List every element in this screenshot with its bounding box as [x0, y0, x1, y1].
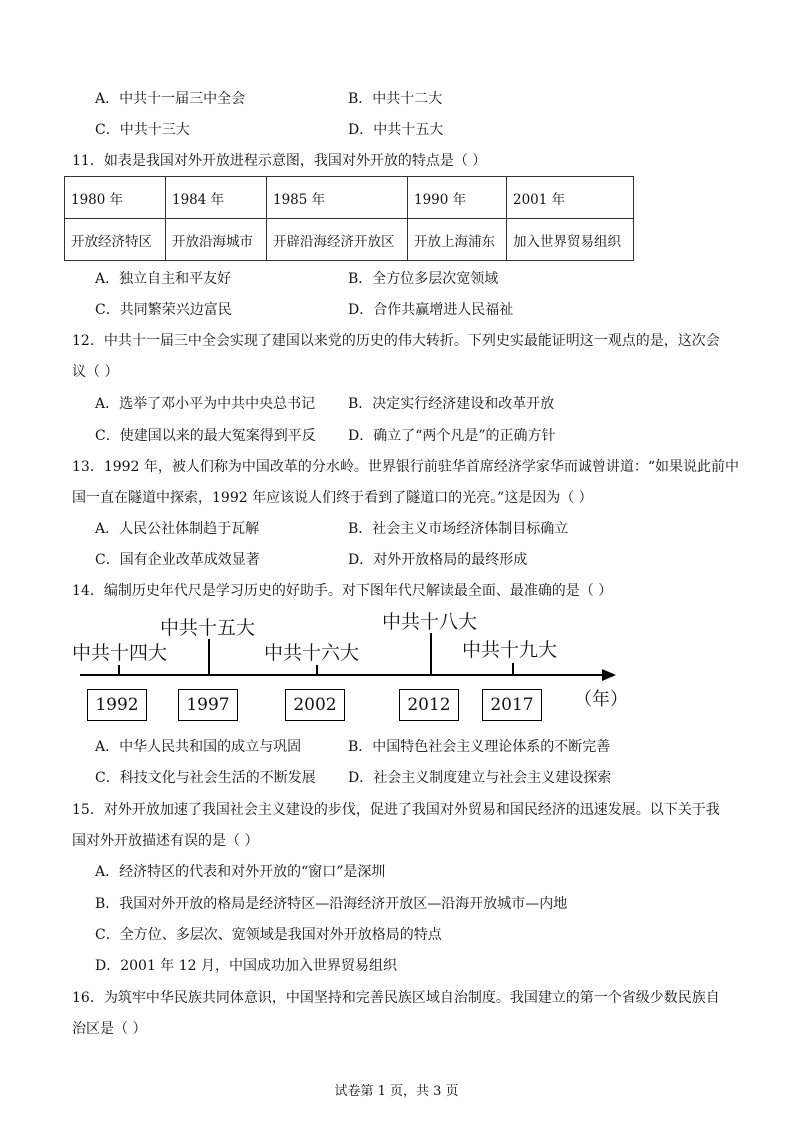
- timeline-label-18th: 中共十八大: [382, 611, 478, 633]
- q11-option-b: B．全方位多层次宽领域: [348, 271, 499, 287]
- q13-option-a: A．人民公社体制趋于瓦解: [95, 521, 260, 537]
- table-cell: 1985 年: [267, 177, 408, 219]
- q10-option-a: A．中共十一届三中全会: [95, 91, 246, 107]
- q14-option-c: C．科技文化与社会生活的不断发展: [95, 770, 316, 786]
- timeline-label-19th: 中共十九大: [462, 639, 558, 661]
- era-timeline: [64, 605, 628, 730]
- q12-stem-line1: 12．中共十一届三中全会实现了建国以来党的历史的伟大转折。下列史实最能证明这一观点的是，这次会: [72, 333, 720, 349]
- timeline-label-15th: 中共十五大: [160, 617, 256, 639]
- timeline-axis: [80, 674, 610, 676]
- table-row-years: [65, 177, 634, 219]
- q15-stem-line2: 国对外开放描述有误的是（ ）: [72, 833, 259, 849]
- q13-stem-line1: 13．1992 年，被人们称为中国改革的分水岭。世界银行前驻华首席经济学家华而诚曾讲道：“如果说此前中: [72, 459, 740, 475]
- q10-option-c: C．中共十三大: [95, 122, 190, 138]
- timeline-year-1997: 1997: [178, 689, 238, 721]
- timeline-year-2002: 2002: [285, 689, 345, 721]
- q10-option-d: D．中共十五大: [348, 122, 444, 138]
- timeline-tick: [118, 665, 120, 675]
- timeline-label-16th: 中共十六大: [264, 642, 360, 664]
- q14-stem: 14．编制历史年代尺是学习历史的好助手。对下图年代尺解读最全面、最准确的是（ ）: [72, 583, 613, 599]
- q13-stem-line2: 国一直在隧道中探索，1992 年应该说人们终于看到了隧道口的光亮。”这是因为（ ）: [72, 490, 593, 506]
- table-cell: 加入世界贸易组织: [507, 219, 634, 261]
- q16-stem-line2: 治区是（ ）: [72, 1021, 147, 1037]
- timeline-year-2012: 2012: [399, 689, 459, 721]
- q13-option-c: C．国有企业改革成效显著: [95, 552, 260, 568]
- table-cell: 1990 年: [408, 177, 507, 219]
- timeline-tick: [208, 639, 210, 675]
- q15-option-a: A．经济特区的代表和对外开放的“窗口”是深圳: [95, 864, 386, 880]
- table-row-events: [65, 219, 634, 261]
- q12-stem-line2: 议（ ）: [72, 364, 119, 380]
- timeline-arrow-icon: [602, 669, 616, 681]
- table-cell: 1980 年: [65, 177, 166, 219]
- timeline-tick: [512, 663, 514, 675]
- table-cell: 开放上海浦东: [408, 219, 507, 261]
- q14-option-a: A．中华人民共和国的成立与巩固: [95, 739, 302, 755]
- table-cell: 1984 年: [166, 177, 267, 219]
- q12-option-a: A．选举了邓小平为中共中央总书记: [95, 396, 316, 412]
- q14-option-b: B．中国特色社会主义理论体系的不断完善: [348, 739, 611, 755]
- q11-option-a: A．独立自主和平友好: [95, 271, 232, 287]
- q13-option-d: D．对外开放格局的最终形成: [348, 552, 528, 568]
- q16-stem-line1: 16．为筑牢中华民族共同体意识，中国坚持和完善民族区域自治制度。我国建立的第一个省级少数民族自: [72, 990, 720, 1006]
- q11-stem: 11．如表是我国对外开放进程示意图，我国对外开放的特点是（ ）: [72, 153, 487, 169]
- timeline-year-1992: 1992: [87, 689, 147, 721]
- q13-option-b: B．社会主义市场经济体制目标确立: [348, 521, 569, 537]
- q12-option-b: B．决定实行经济建设和改革开放: [348, 396, 555, 412]
- page-footer: 试卷第 1 页，共 3 页: [334, 1084, 459, 1099]
- q15-stem-line1: 15．对外开放加速了我国社会主义建设的步伐，促进了我国对外贸易和国民经济的迅速发展。以下关于我: [72, 802, 720, 818]
- q10-option-b: B．中共十二大: [348, 91, 443, 107]
- q15-option-c: C．全方位、多层次、宽领域是我国对外开放格局的特点: [95, 927, 442, 943]
- q15-option-d: D．2001 年 12 月，中国成功加入世界贸易组织: [95, 958, 398, 974]
- timeline-label-14th: 中共十四大: [72, 642, 168, 664]
- timeline-tick: [430, 633, 432, 675]
- q15-option-b: B．我国对外开放的格局是经济特区—沿海经济开放区—沿海开放城市—内地: [95, 896, 568, 912]
- q12-option-c: C．使建国以来的最大冤案得到平反: [95, 428, 316, 444]
- q11-option-d: D．合作共赢增进人民福祉: [348, 302, 514, 318]
- table-cell: 2001 年: [507, 177, 634, 219]
- q14-option-d: D．社会主义制度建立与社会主义建设探索: [348, 770, 612, 786]
- q12-option-d: D．确立了“两个凡是”的正确方针: [348, 428, 556, 444]
- q11-option-c: C．共同繁荣兴边富民: [95, 302, 232, 318]
- table-cell: 开放沿海城市: [166, 219, 267, 261]
- timeline-tick: [316, 665, 318, 675]
- timeline-unit-label: （年）: [574, 689, 628, 710]
- opening-progress-table: [64, 176, 634, 261]
- table-cell: 开放经济特区: [65, 219, 166, 261]
- table-cell: 开辟沿海经济开放区: [267, 219, 408, 261]
- timeline-year-2017: 2017: [482, 689, 542, 721]
